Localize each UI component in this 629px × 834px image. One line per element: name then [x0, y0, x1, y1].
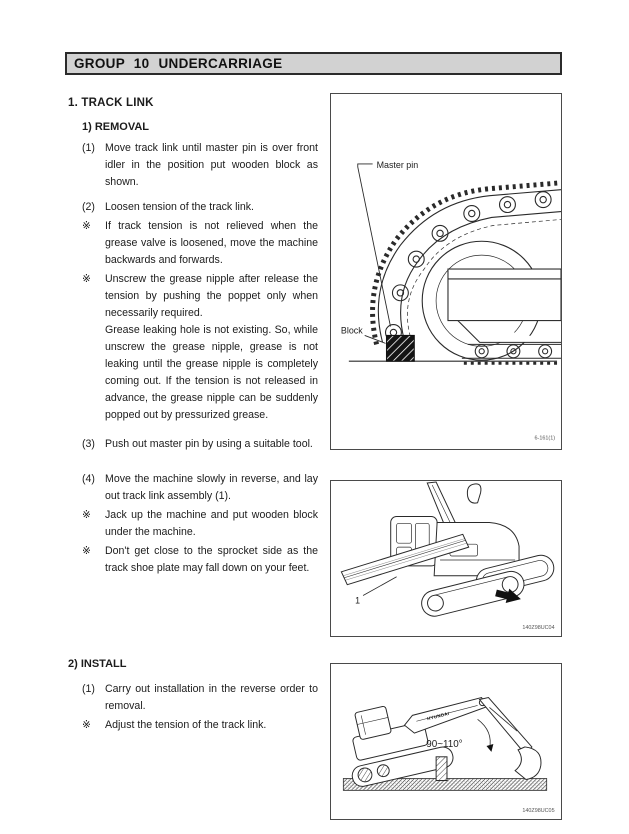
step-marker: (4) [82, 473, 95, 485]
step-marker: (2) [82, 201, 95, 213]
master-pin-label: Master pin [376, 159, 419, 170]
note-text [105, 271, 318, 424]
figure-lay-out-track [330, 480, 562, 637]
note-text: If track tension is not relieved when the grease valve is loosened, move the machine backwards and forwards. [105, 220, 318, 266]
removal-note-3 [82, 507, 318, 541]
figure2-code: 140Z98UC04 [522, 625, 555, 632]
track-link-drawing [331, 94, 561, 449]
figure1-code: 6-161(1) [534, 435, 556, 442]
page-title: 1. TRACK LINK [68, 97, 154, 109]
angle-arrow-icon [486, 744, 493, 752]
note-text: Jack up the machine and put wooden block under the machine. [105, 509, 318, 538]
excavator-jackup-drawing [331, 664, 561, 819]
angle-label: 90~110° [426, 738, 463, 750]
removal-step-1 [82, 140, 318, 191]
note-text: Adjust the tension of the track link. [105, 719, 267, 731]
removal-note-2 [82, 271, 318, 424]
removal-step-2 [82, 199, 318, 216]
note-marker: ※ [82, 509, 91, 521]
removal-step-4 [82, 471, 318, 505]
note-marker: ※ [82, 220, 91, 232]
group-header-title: GROUP 10 UNDERCARRIAGE [74, 56, 283, 71]
group-header [65, 52, 562, 75]
excavator-reverse-drawing [331, 481, 561, 636]
bucket [515, 747, 541, 780]
angle-arc [478, 719, 491, 749]
step-text: Carry out installation in the reverse order to removal. [105, 683, 318, 712]
step-marker: (1) [82, 142, 95, 154]
step-marker: (1) [82, 683, 95, 695]
note-marker: ※ [82, 545, 91, 557]
install-step-1 [82, 681, 318, 715]
block-label: Block [340, 325, 363, 336]
figure-track-link-removal [330, 93, 562, 450]
note-text: Don't get close to the sprocket side as the track shoe plate may fall down on your feet. [105, 545, 318, 574]
note-marker: ※ [82, 273, 91, 285]
brand-label: HYUNDAI [426, 710, 451, 722]
step-text: Move track link until master pin is over front idler in the position put wooden block as shown. [105, 142, 318, 188]
figure-jack-up-machine [330, 663, 562, 820]
install-note-1 [82, 717, 318, 734]
install-section [68, 656, 318, 734]
removal-step-3 [82, 436, 318, 453]
step-text: Move the machine slowly in reverse, and lay out track link assembly (1). [105, 473, 318, 502]
install-title: 2) INSTALL [68, 658, 127, 670]
removal-title: 1) REMOVAL [82, 121, 150, 133]
support-block [436, 757, 447, 781]
part1-label: 1 [355, 595, 361, 606]
note-text-part1: Unscrew the grease nipple after release the tension by pushing the poppet only when necessarily required. [105, 273, 318, 319]
removal-note-1 [82, 218, 318, 269]
removal-section [68, 95, 318, 577]
note-marker: ※ [82, 719, 91, 731]
step-text: Push out master pin by using a suitable tool. [105, 438, 313, 450]
part1-leader [363, 577, 397, 596]
removal-note-4 [82, 543, 318, 577]
step-text: Loosen tension of the track link. [105, 201, 254, 213]
wooden-block [387, 335, 415, 361]
step-marker: (3) [82, 438, 95, 450]
note-text-part2: Grease leaking hole is not existing. So, while unscrew the grease nipple, grease is not leaking until the grease nipple is completely coming out. If the tension is not released in advance, the grease nipple can be suddenly popped out by pressurized grease. [105, 324, 318, 421]
figure3-code: 140Z98UC05 [522, 808, 555, 815]
